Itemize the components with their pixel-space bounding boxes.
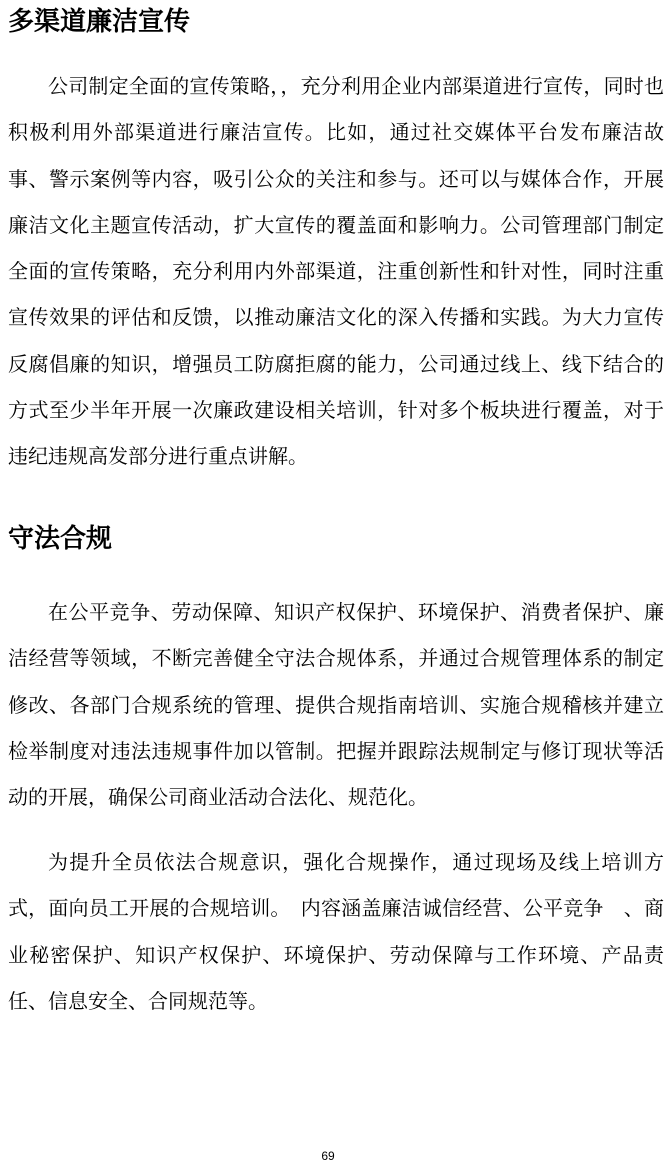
- section-heading-compliance: 守法合规: [8, 524, 113, 554]
- section-heading-integrity-promotion: 多渠道廉洁宣传: [8, 7, 191, 37]
- page-number: 69: [321, 1149, 335, 1163]
- paragraph-compliance-system: 在公平竞争、劳动保障、知识产权保护、环境保护、消费者保护、廉洁经营等领域，不断完善健全守法合规体系，并通过合规管理体系的制定修改、各部门合规系统的管理、提供合规指南培训、实施合规稽核并建立检举制度对违法违规事件加以管制。把握并跟踪法规制定与修订现状等活动的开展，确保公司商业活动合法化、规范化。: [8, 600, 664, 810]
- paragraph-integrity-promotion: 公司制定全面的宣传策略，，充分利用企业内部渠道进行宣传，同时也积极利用外部渠道进行廉洁宣传。比如，通过社交媒体平台发布廉洁故事、警示案例等内容，吸引公众的关注和参与。还可以与媒体合作，开展廉洁文化主题宣传活动，扩大宣传的覆盖面和影响力。公司管理部门制定全面的宣传策略，充分利用内外部渠道，注重创新性和针对性，同时注重宣传效果的评估和反馈，以推动廉洁文化的深入传播和实践。为大力宣传反腐倡廉的知识，增强员工防腐拒腐的能力，公司通过线上、线下结合的方式至少半年开展一次廉政建设相关培训，针对多个板块进行覆盖，对于违纪违规高发部分进行重点讲解。: [8, 74, 664, 469]
- paragraph-compliance-training: 为提升全员依法合规意识，强化合规操作，通过现场及线上培训方式，面向员工开展的合规培训。 内容涵盖廉洁诚信经营、公平竞争 、商业秘密保护、知识产权保护、环境保护、劳动保障与工作环境、产品责任、信息安全、合同规范等。: [8, 850, 664, 1013]
